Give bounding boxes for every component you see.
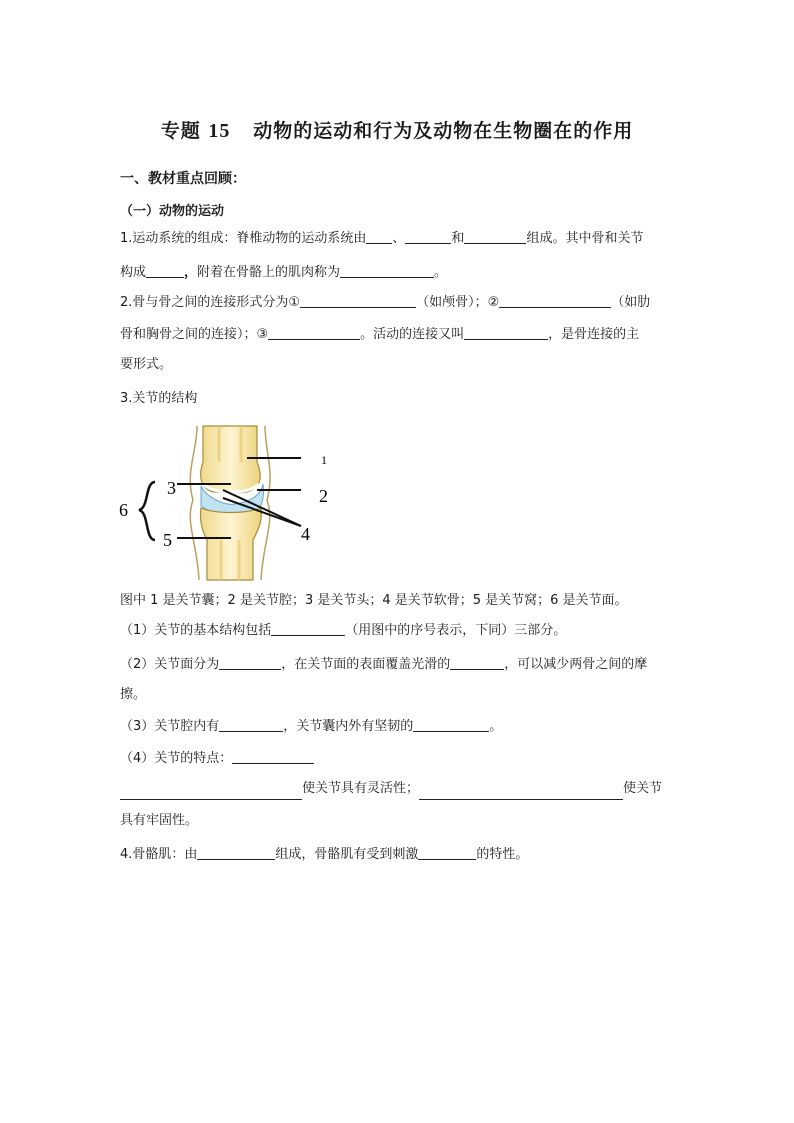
- answer-blank[interactable]: [300, 292, 416, 308]
- q2-text-e: 。活动的连接又叫: [360, 327, 465, 342]
- answer-blank[interactable]: [271, 620, 345, 636]
- q4-text-b: 组成，骨骼肌有受到刺激: [275, 847, 419, 862]
- q1-text-e: 构成: [120, 265, 147, 280]
- question-2-line-3: [120, 354, 676, 376]
- figure-caption: 图中 1 是关节囊；2 是关节腔；3 是关节头；4 是关节软骨；5 是关节窝；6 是关节面。: [120, 593, 628, 608]
- title-text: 动物的运动和行为及动物在生物圈在的作用: [253, 120, 634, 142]
- q1-text-b: 、: [392, 231, 406, 246]
- answer-blank[interactable]: [499, 292, 611, 308]
- sub-question-2-line-1: [120, 654, 676, 676]
- sub3-text-a: （3）关节腔内有: [120, 719, 220, 734]
- q1-text-c: 和: [451, 231, 465, 246]
- capsule-right: [261, 426, 270, 580]
- question-2-line-1: [120, 292, 676, 314]
- sub1-text-b: （用图中的序号表示，下同）三部分。: [345, 623, 567, 638]
- label-6: 6: [119, 500, 128, 520]
- capsule-left: [190, 426, 199, 580]
- q2-text-d: 骨和胸骨之间的连接）；③: [120, 327, 269, 342]
- sub2-text-b: ，在关节面的表面覆盖光滑的: [281, 657, 451, 672]
- title-number: 15: [208, 120, 231, 142]
- question-3-title: 3.关节的结构: [120, 391, 198, 406]
- q1-text-g: 附着在骨骼上的肌肉称为: [197, 265, 341, 280]
- q2-text-b: （如颅骨）；②: [416, 295, 500, 310]
- answer-blank[interactable]: [464, 228, 526, 244]
- label-4: 4: [301, 524, 310, 544]
- answer-blank[interactable]: [418, 844, 476, 860]
- label-3: 3: [167, 478, 176, 498]
- section-heading: 一、教材重点回顾：: [120, 171, 246, 187]
- question-1-line-1: [120, 228, 676, 250]
- sub4-text-a: （4）关节的特点：: [120, 751, 233, 766]
- q1-text-a: 1.运动系统的组成：脊椎动物的运动系统由: [120, 231, 367, 246]
- q1-text-h: 。: [434, 265, 448, 280]
- sub-question-2-line-2: 擦。: [120, 687, 147, 702]
- sub-question-1: [120, 620, 676, 642]
- sub3-text-c: 。: [489, 719, 503, 734]
- q2-text-f: ，是骨连接的主: [548, 327, 640, 342]
- answer-blank[interactable]: [197, 844, 275, 860]
- brace: [139, 482, 155, 540]
- question-1-line-2: [120, 262, 676, 284]
- q4-text-a: 4.骨骼肌：由: [120, 847, 198, 862]
- answer-blank[interactable]: [340, 262, 434, 278]
- q1-text-f: ，: [184, 265, 198, 280]
- q2-text-g: 要形式。: [120, 357, 173, 372]
- q2-text-c: （如肋: [611, 295, 651, 310]
- knee-joint-diagram: [115, 422, 345, 582]
- answer-blank[interactable]: [268, 324, 360, 340]
- q4-text-c: 的特性。: [476, 847, 529, 862]
- sub4-text-b: 使关节具有灵活性；: [302, 781, 420, 796]
- answer-blank[interactable]: [120, 784, 302, 800]
- q2-text-a: 2.骨与骨之间的连接形式分为①: [120, 295, 301, 310]
- sub-question-4-line-3: 具有牢固性。: [120, 813, 199, 828]
- sub-question-4-line-1: [120, 748, 676, 770]
- subsection-heading: （一）动物的运动: [120, 204, 225, 219]
- answer-blank[interactable]: [413, 716, 489, 732]
- answer-blank[interactable]: [146, 262, 184, 278]
- sub4-text-c: 使关节: [623, 781, 663, 796]
- sub1-text-a: （1）关节的基本结构包括: [120, 623, 272, 638]
- upper-bone: [201, 426, 260, 493]
- sub2-text-c: ，可以减少两骨之间的摩: [504, 657, 648, 672]
- label-2: 2: [319, 486, 328, 506]
- sub-question-3: [120, 716, 676, 738]
- answer-blank[interactable]: [419, 784, 623, 800]
- answer-blank[interactable]: [366, 228, 392, 244]
- sub3-text-b: ，关节囊内外有坚韧的: [283, 719, 414, 734]
- answer-blank[interactable]: [450, 654, 504, 670]
- label-1: 1: [321, 453, 327, 467]
- question-4: [120, 844, 676, 866]
- question-2-line-2: [120, 324, 676, 346]
- sub2-text-a: （2）关节面分为: [120, 657, 220, 672]
- answer-blank[interactable]: [464, 324, 548, 340]
- sub-question-4-line-2: [120, 778, 676, 800]
- lower-bone: [200, 508, 261, 580]
- page-title: [0, 116, 794, 143]
- answer-blank[interactable]: [219, 716, 283, 732]
- title-prefix: 专题: [160, 120, 201, 142]
- answer-blank[interactable]: [405, 228, 451, 244]
- answer-blank[interactable]: [232, 748, 314, 764]
- answer-blank[interactable]: [219, 654, 281, 670]
- label-5: 5: [163, 530, 172, 550]
- q1-text-d: 组成。其中骨和关节: [526, 231, 644, 246]
